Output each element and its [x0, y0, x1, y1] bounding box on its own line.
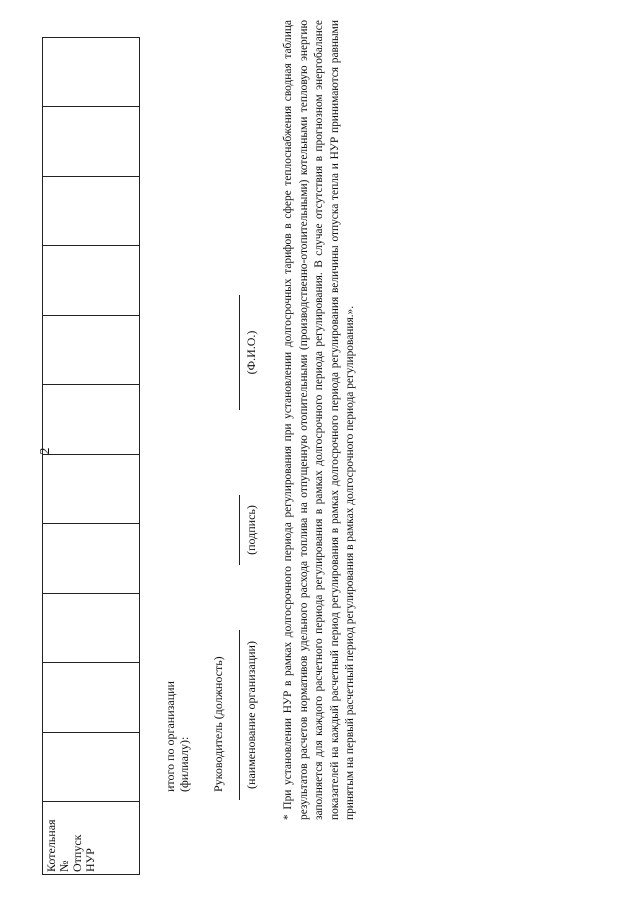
signature-fio-block	[239, 295, 273, 410]
signature-fio-line	[239, 295, 240, 410]
signature-sign-caption: (подпись)	[244, 505, 258, 555]
signature-sign-block	[239, 495, 273, 565]
org-total-line1: итого по организации	[163, 681, 177, 792]
footnote: * При установлении НУР в рамках долгосрочного периода регулирования при установлении долгосрочных тарифов в сфере теплоснабжения сводная таблица результатов расчетов нормативов удельного расхода топлива на отпущенную отопительными (производственно-отопительными) котельными тепловую энергию заполняется для каждого расчетного периода регулирования в рамках долгосрочного периода регулирования. В случае отсутствия в прогнозном энергобалансе показателей на каждый расчетный период регулирования в рамках долгосрочного периода регулирования величины отпуска тепла и НУР принимаются равными принятым на первый расчетный период регулирования в рамках долгосрочного периода регулирования.».	[282, 20, 357, 820]
table-cell	[43, 663, 140, 732]
header-output: Отпуск	[70, 834, 84, 872]
table-cell	[43, 454, 140, 523]
signature-org-caption: (наименование организации)	[244, 641, 258, 789]
signature-org-line	[239, 630, 240, 800]
table-row	[43, 38, 140, 875]
signature-org-block	[239, 630, 273, 800]
org-total-line2: (филиалу):	[177, 736, 191, 792]
page-number: 2	[38, 447, 53, 455]
table-cell	[43, 38, 140, 107]
table-cell	[43, 176, 140, 245]
header-nur: НУР	[83, 848, 97, 872]
table-cell	[43, 246, 140, 315]
signature-fio-caption: (Ф.И.О.)	[244, 330, 258, 375]
signature-sign-line	[239, 495, 240, 565]
table-header-cell	[43, 802, 140, 875]
table-cell	[43, 524, 140, 593]
header-number: №	[57, 860, 71, 872]
table-cell	[43, 107, 140, 176]
table-cell	[43, 315, 140, 384]
table-cell	[43, 385, 140, 454]
header-boiler: Котельная	[44, 819, 58, 872]
nur-table	[42, 37, 140, 875]
table-cell	[43, 732, 140, 801]
head-label: Руководитель (должность)	[211, 656, 225, 792]
table-cell	[43, 593, 140, 662]
org-total-label	[163, 681, 191, 792]
